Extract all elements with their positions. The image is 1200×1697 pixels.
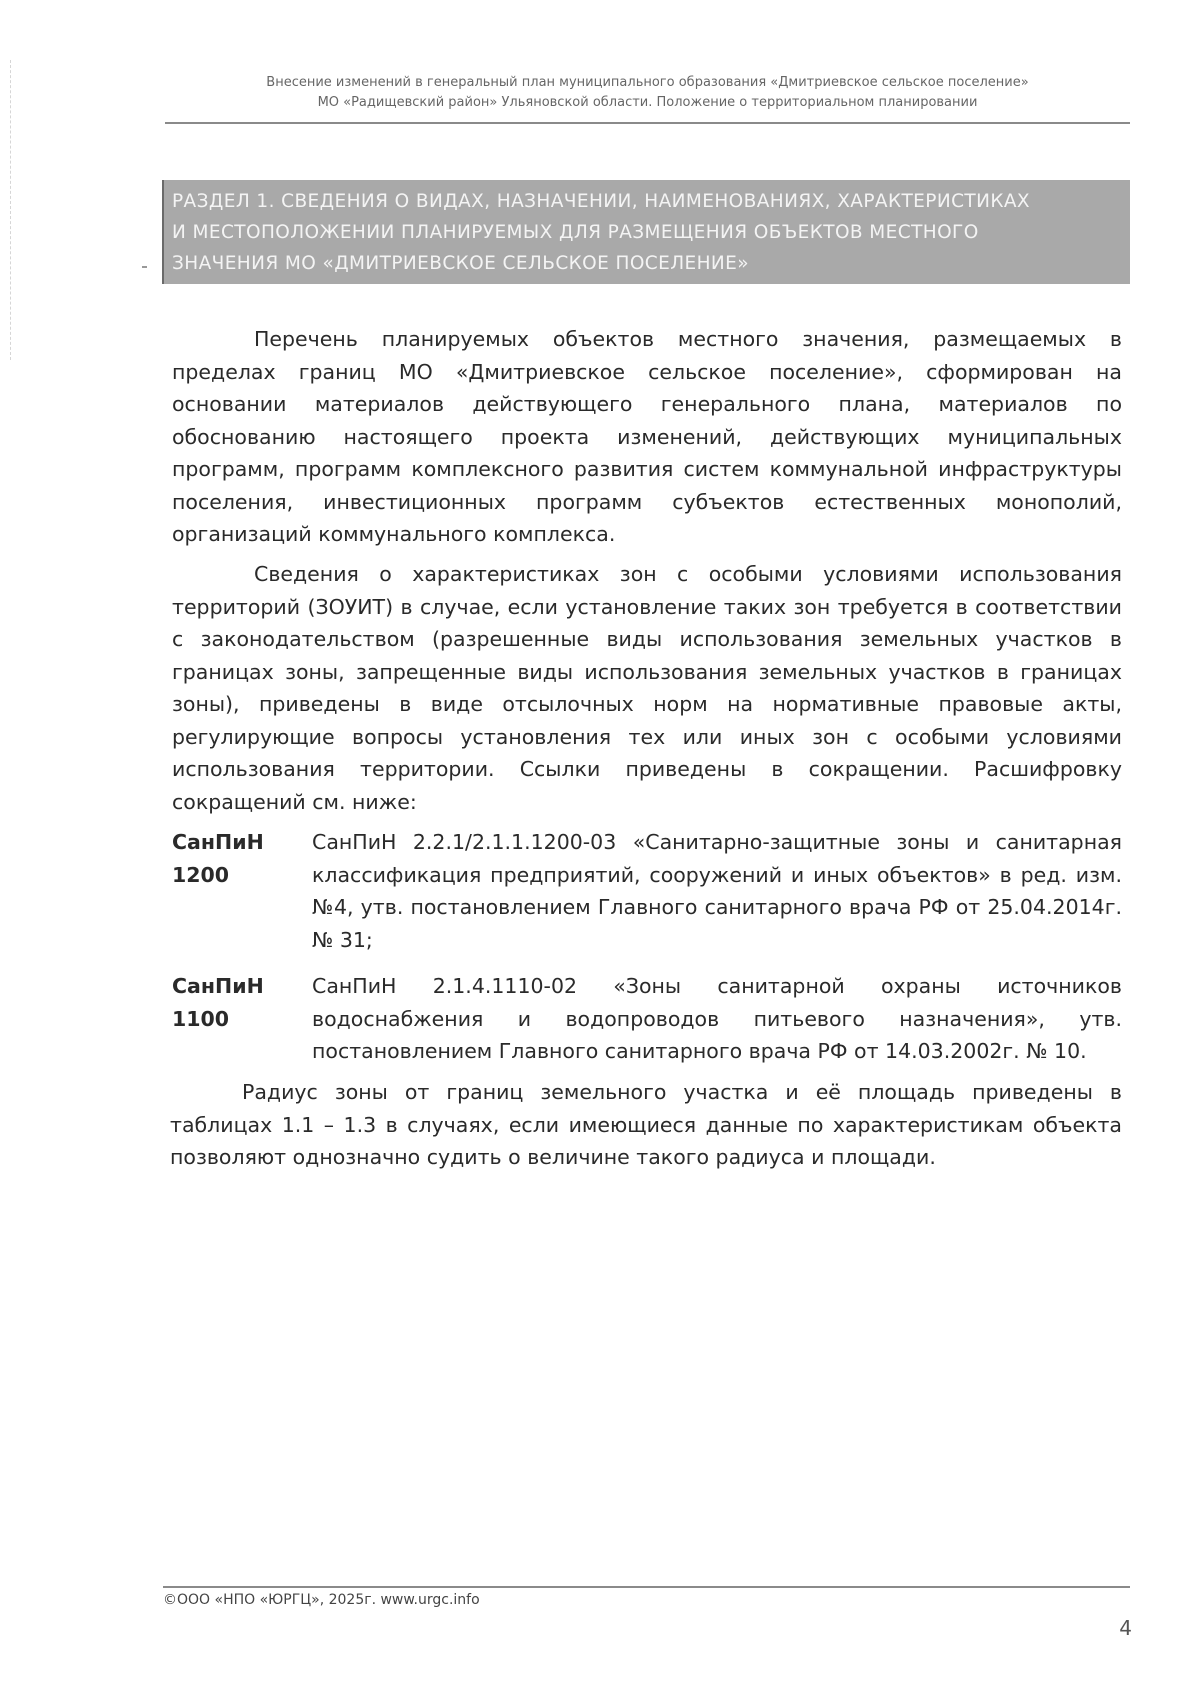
reference-item bbox=[172, 970, 1122, 1068]
page-number: 4 bbox=[1119, 1616, 1132, 1640]
paragraph-zone-radius: Радиус зоны от границ земельного участка и её площадь приведены в таблицах 1.1 – 1.3 в случаях, если имеющиеся данные по характеристикам объекта позволяют однозначно судить о величине такого радиуса и площади. bbox=[170, 1080, 1122, 1169]
reference-code: СанПиН 1100 bbox=[172, 974, 264, 1031]
section-title-banner bbox=[162, 180, 1130, 284]
reference-code: СанПиН 1200 bbox=[172, 830, 264, 887]
reference-text: СанПиН 2.2.1/2.1.1.1200-03 «Санитарно-защитные зоны и санитарная классификация предприятий, сооружений и иных объектов» в ред. изм. №4, утв. постановлением Главного санитарного врача РФ от 25.04.2014г. № 31; bbox=[312, 830, 1122, 952]
margin-tick-mark bbox=[142, 266, 147, 268]
footer-divider bbox=[163, 1586, 1130, 1588]
header-line-2: МО «Радищевский район» Ульяновской области. Положение о территориальном планировании bbox=[317, 95, 978, 110]
reference-item bbox=[172, 826, 1122, 956]
section-title-line-3: ЗНАЧЕНИЯ МО «ДМИТРИЕВСКОЕ СЕЛЬСКОЕ ПОСЕЛЕНИЕ» bbox=[172, 253, 749, 274]
reference-text: СанПиН 2.1.4.1110-02 «Зоны санитарной охраны источников водоснабжения и водопроводов питьевого назначения», утв. постановлением Главного санитарного врача РФ от 14.03.2002г. № 10. bbox=[312, 974, 1122, 1063]
running-header bbox=[165, 73, 1130, 113]
section-title-line-1: РАЗДЕЛ 1. СВЕДЕНИЯ О ВИДАХ, НАЗНАЧЕНИИ, НАИМЕНОВАНИЯХ, ХАРАКТЕРИСТИКАХ bbox=[172, 191, 1030, 212]
header-divider bbox=[165, 122, 1130, 124]
paragraph-objects-list: Перечень планируемых объектов местного значения, размещаемых в пределах границ МО «Дмитриевское сельское поселение», сформирован на основании материалов действующего генерального плана, материалов по обоснованию настоящего проекта изменений, действующих муниципальных программ, программ комплексного развития систем коммунальной инфраструктуры поселения, инвестиционных программ субъектов естественных монополий, организаций коммунального комплекса. bbox=[172, 327, 1122, 546]
header-line-1: Внесение изменений в генеральный план муниципального образования «Дмитриевское сельское поселение» bbox=[266, 75, 1029, 90]
footer-copyright: ©ООО «НПО «ЮРГЦ», 2025г. www.urgc.info bbox=[163, 1592, 480, 1608]
scan-edge-mark bbox=[10, 60, 11, 360]
paragraph-zouit-info: Сведения о характеристиках зон с особыми условиями использования территорий (ЗОУИТ) в случае, если установление таких зон требуется в соответствии с законодательством (разрешенные виды использования земельных участков в границах зоны, запрещенные виды использования земельных участков в границах зоны), приведены в виде отсылочных норм на нормативные правовые акты, регулирующие вопросы установления тех или иных зон с особыми условиями использования территории. Ссылки приведены в сокращении. Расшифровку сокращений см. ниже: bbox=[172, 562, 1122, 814]
section-title-line-2: И МЕСТОПОЛОЖЕНИИ ПЛАНИРУЕМЫХ ДЛЯ РАЗМЕЩЕНИЯ ОБЪЕКТОВ МЕСТНОГО bbox=[172, 222, 979, 243]
